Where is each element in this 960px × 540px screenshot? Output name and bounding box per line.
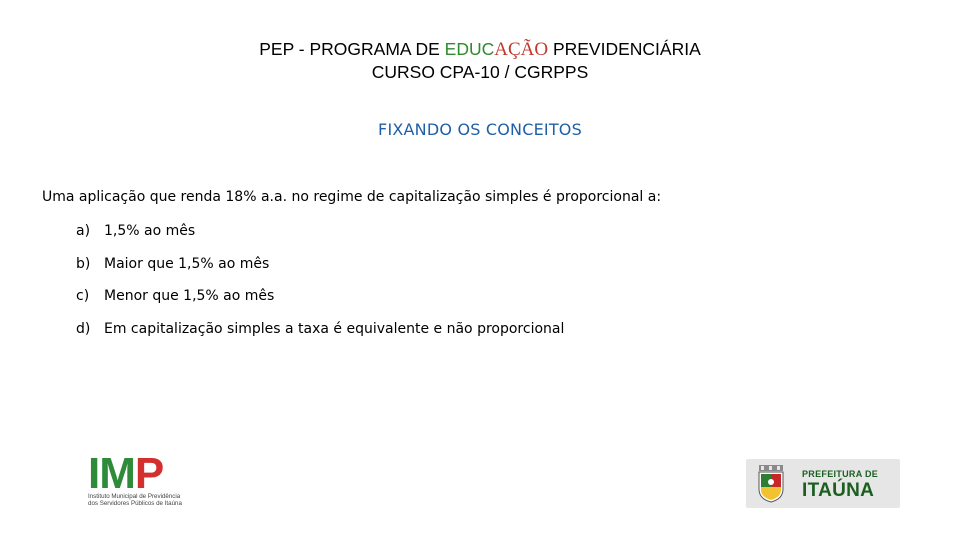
itauna-big-text: ITAÚNA	[802, 480, 875, 501]
header-prefix: PEP - PROGRAMA DE	[259, 39, 445, 59]
question-text: Uma aplicação que renda 18% a.a. no regime de capitalização simples é proporcional a:	[42, 189, 662, 205]
option-c	[76, 286, 564, 319]
header-red-text: AÇÃO	[494, 39, 549, 60]
prefeitura-itauna-logo	[746, 459, 900, 508]
options-list	[76, 221, 564, 351]
option-letter: c)	[76, 288, 90, 304]
imp-logo	[88, 449, 198, 510]
imp-letter-i: I	[88, 449, 100, 498]
header-line-1	[0, 38, 960, 61]
header-suffix: PREVIDENCIÁRIA	[548, 39, 701, 59]
slide-header	[0, 38, 960, 84]
option-text: 1,5% ao mês	[104, 223, 196, 239]
imp-line-1: Instituto Municipal de Previdência	[88, 493, 181, 500]
option-letter: b)	[76, 255, 91, 272]
option-text: Em capitalização simples a taxa é equivalente e não proporcional	[104, 320, 565, 337]
option-a	[76, 221, 564, 254]
option-d	[76, 319, 564, 352]
itauna-small-text: PREFEITURA DE	[802, 469, 879, 479]
imp-letter-p: P	[134, 449, 164, 498]
header-line-2: CURSO CPA-10 / CGRPPS	[371, 62, 589, 82]
imp-line-2: dos Servidores Públicos de Itaúna	[88, 500, 182, 507]
option-letter: d)	[76, 320, 91, 337]
option-b	[76, 254, 564, 287]
header-green-text: EDUC	[444, 39, 495, 59]
option-letter: a)	[76, 223, 91, 239]
option-text: Maior que 1,5% ao mês	[104, 255, 270, 272]
option-text: Menor que 1,5% ao mês	[104, 288, 275, 304]
coat-of-arms-icon	[756, 465, 786, 503]
section-title: FIXANDO OS CONCEITOS	[378, 120, 582, 139]
imp-letter-m: M	[99, 449, 135, 498]
